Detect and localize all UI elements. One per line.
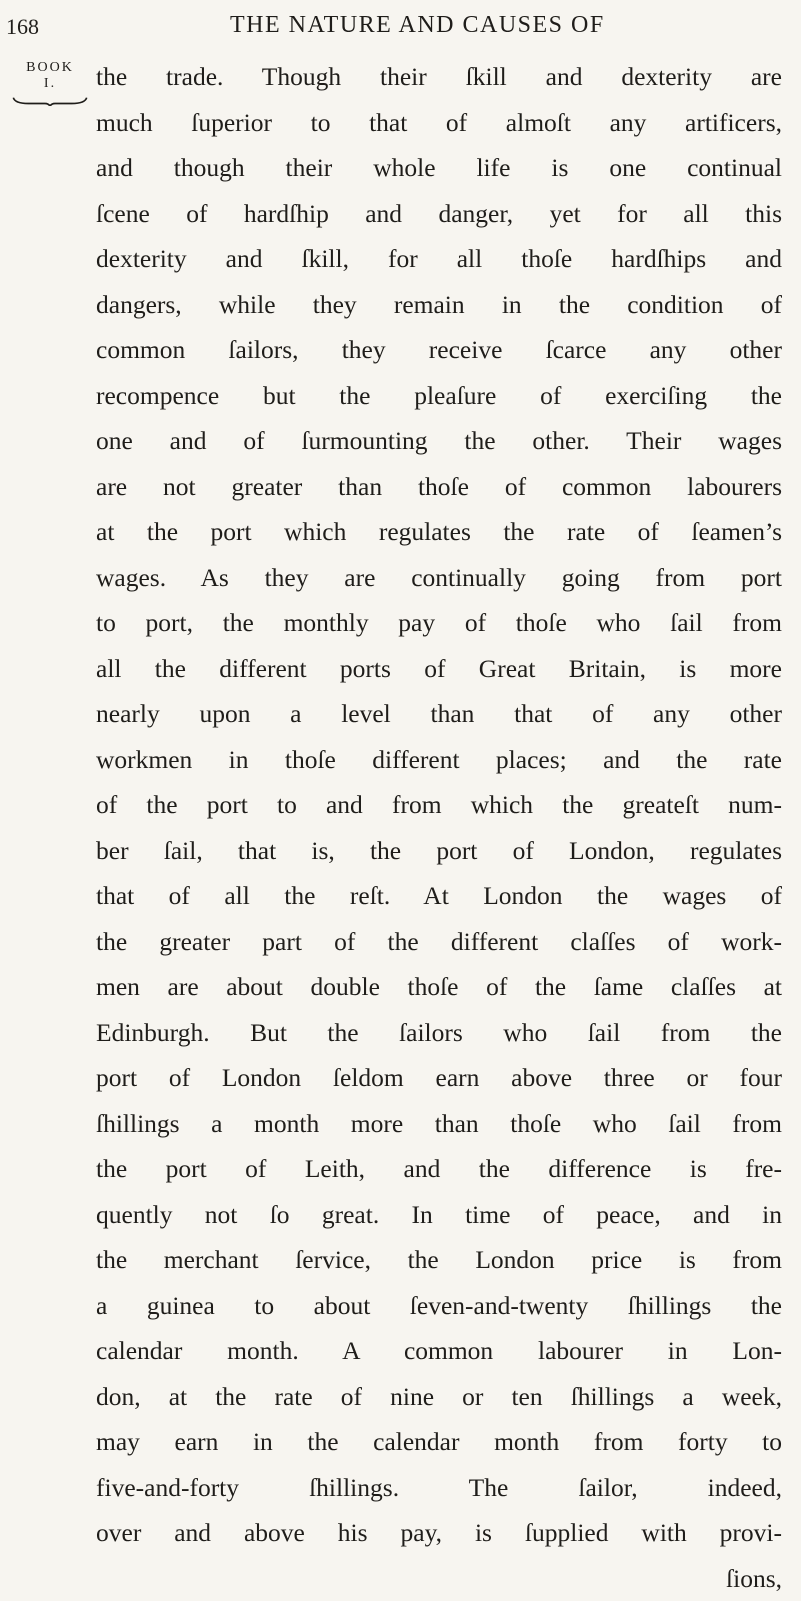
text-line: the port of Leith, and the difference is fre- (96, 1146, 782, 1192)
book-number: I. (44, 76, 56, 91)
text-line: the merchant ſervice, the London price is from (96, 1237, 782, 1283)
text-line: are not greater than thoſe of common labourers (96, 464, 782, 510)
brace-icon (4, 96, 96, 106)
text-line: workmen in thoſe different places; and the rate (96, 737, 782, 783)
text-line: may earn in the calendar month from forty to (96, 1419, 782, 1465)
text-line: over and above his pay, is ſupplied with provi- (96, 1510, 782, 1556)
text-line: recompence but the pleaſure of exerciſing the (96, 373, 782, 419)
text-line: at the port which regulates the rate of ſeamen’s (96, 509, 782, 555)
text-line: that of all the reſt. At London the wages of (96, 873, 782, 919)
margin-note (4, 60, 96, 106)
text-line: calendar month. A common labourer in Lon- (96, 1328, 782, 1374)
running-head: THE NATURE AND CAUSES OF (230, 12, 605, 39)
text-line: ſcene of hardſhip and danger, yet for all this (96, 191, 782, 237)
text-line: port of London ſeldom earn above three or four (96, 1055, 782, 1101)
text-line: dangers, while they remain in the condition of (96, 282, 782, 328)
book-label: BOOK (26, 60, 74, 75)
body-text (96, 54, 782, 1601)
text-line: Edinburgh. But the ſailors who ſail from the (96, 1010, 782, 1056)
text-line: the greater part of the different claſſes of work- (96, 919, 782, 965)
text-line: a guinea to about ſeven-and-twenty ſhillings the (96, 1283, 782, 1329)
text-line: quently not ſo great. In time of peace, and in (96, 1192, 782, 1238)
text-line: don, at the rate of nine or ten ſhillings a week, (96, 1374, 782, 1420)
text-line: much ſuperior to that of almoſt any artificers, (96, 100, 782, 146)
text-line: men are about double thoſe of the ſame claſſes at (96, 964, 782, 1010)
text-line: and though their whole life is one continual (96, 145, 782, 191)
page-number: 168 (6, 14, 39, 40)
text-line: nearly upon a level than that of any other (96, 691, 782, 737)
text-line: dexterity and ſkill, for all thoſe hardſhips and (96, 236, 782, 282)
text-line: wages. As they are continually going from port (96, 555, 782, 601)
text-line: the trade. Though their ſkill and dexterity are (96, 54, 782, 100)
text-line: ſhillings a month more than thoſe who ſail from (96, 1101, 782, 1147)
text-line: of the port to and from which the greateſt num- (96, 782, 782, 828)
text-line: five-and-forty ſhillings. The ſailor, indeed, (96, 1465, 782, 1511)
text-line: all the different ports of Great Britain, is more (96, 646, 782, 692)
catchword: ſions, (96, 1556, 782, 1601)
text-line: to port, the monthly pay of thoſe who ſail from (96, 600, 782, 646)
text-line: common ſailors, they receive ſcarce any other (96, 327, 782, 373)
text-line: one and of ſurmounting the other. Their wages (96, 418, 782, 464)
text-line: ber ſail, that is, the port of London, regulates (96, 828, 782, 874)
